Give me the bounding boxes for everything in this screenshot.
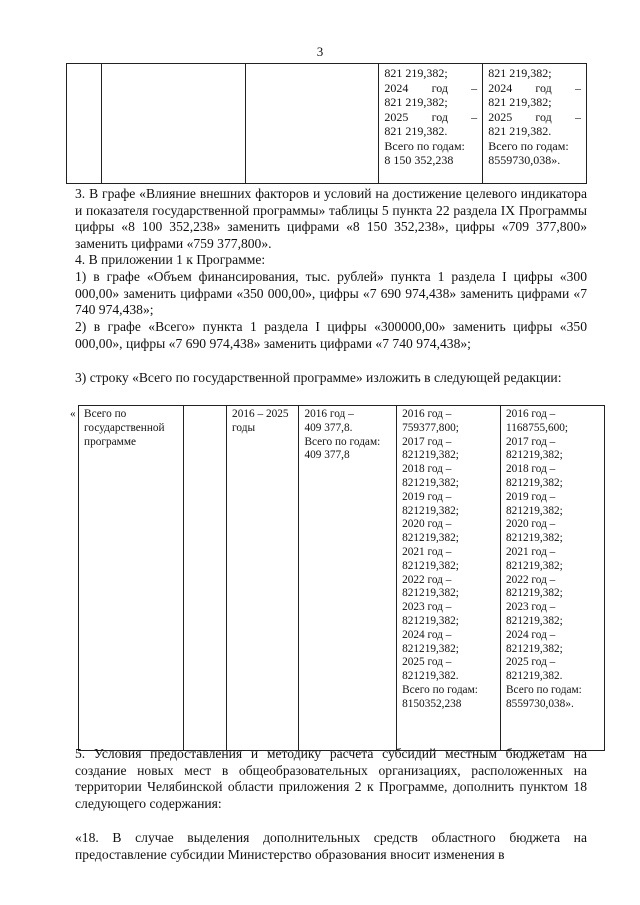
cell-word: 2024 [488,80,513,95]
program-total-table [70,405,605,751]
cell-line: 821219,382; [506,559,563,572]
cell-line: 8559730,038». [506,697,574,710]
cell-line: 2024 год – [402,628,452,641]
cell-line: 2018 год – [506,463,556,476]
cell-line: Всего по годам: [506,683,582,696]
cell-line: 2025 год – [506,656,556,669]
cell-line: 821219,382; [506,532,563,545]
table-row [67,64,587,184]
cell-line: 821219,382; [402,559,459,572]
cell-line [384,66,477,81]
cell-line: 2023 год – [506,601,556,614]
cell-word: год [535,80,552,95]
cell-line: 821219,382. [402,670,459,683]
paragraph-4-item-1: 1) в графе «Объем финансирования, тыс. рублей» пункта 1 раздела I цифры «300 000,00» заменить цифрами «350 000,00», цифры «7 690 974,438» заменить цифрами «7 740 974,438»; [75,269,587,317]
cell-line: 821219,382; [402,587,459,600]
cell-line: 2020 год – [506,518,556,531]
cell-line: Всего по годам: [304,435,381,448]
cell-line: 821219,382; [402,642,459,655]
paragraph-4-item-3: 3) строку «Всего по государственной программе» изложить в следующей редакции: [75,370,562,385]
cell-line [488,81,581,96]
cell-line: 2025 год – [402,656,452,669]
cell-line: 821219,382; [506,504,563,517]
amount-cell [299,406,397,751]
cell-word: 2025 [384,109,409,124]
cell-word: 821 219,382. [384,124,448,138]
paragraph-4: 4. В приложении 1 к Программе: [75,252,266,267]
cell-line: 2016 год – [304,408,354,420]
cell-line [384,110,477,125]
cell-word: 821 219,382. [488,124,552,138]
cell-line [488,153,581,168]
cell-line: 2021 год – [402,545,452,558]
cell-word: год [535,109,552,124]
cell-line: 2016 год – [506,408,556,420]
cell-line: 2017 год – [506,435,556,448]
cell-line [384,124,477,139]
cell-word: Всего по годам: [488,138,569,153]
cell-line: 409 377,8 [304,449,350,462]
cell-word: 2024 [384,80,409,95]
paragraph-3: 3. В графе «Влияние внешних факторов и условий на достижение целевого индикатора и показателя государственной программы» таблицы 5 пункта 22 раздела IX Программы цифры «8 100 352,238» заменить цифрами «8 150 352,238», цифры «709 377,800» заменить цифрами «759 377,800». [75,186,587,251]
cell-word: – [574,80,581,95]
cell-line: 821219,382; [506,642,563,655]
cell-word: 8559730,038». [488,153,561,167]
cell-line: 2021 год – [506,545,556,558]
cell-line [488,110,581,125]
cell-word: год [431,80,448,95]
cell-line: 2022 год – [402,573,452,586]
total-cell [501,406,605,751]
cell-line: 2024 год – [506,628,556,641]
cell-line: 2019 год – [506,490,556,503]
cell-line: 821219,382; [402,476,459,489]
table-cell-empty [184,406,227,751]
cell-line: 759377,800; [402,421,459,434]
cell-line: 2018 год – [402,463,452,476]
cell-line: 2019 год – [402,490,452,503]
cell-line [384,95,477,110]
cell-line: 409 377,8. [304,421,353,434]
cell-word: год [431,109,448,124]
cell-line: 821219,382. [506,670,563,683]
table-cell-empty [245,64,378,184]
cell-line: 821219,382; [402,449,459,462]
cell-line [384,81,477,96]
cell-line: 821219,382; [506,587,563,600]
table-cell-empty [101,64,245,184]
cell-line [384,153,477,168]
funding-cell [379,64,483,184]
cell-line: 2017 год – [402,435,452,448]
paragraph-5: 5. Условия предоставления и методику расчета субсидий местным бюджетам на создание новых мест в общеобразовательных организациях, расположенных на территории Челябинской области приложения 2 к Программе, дополнить пунктом 18 следующего содержания: [75,746,587,811]
cell-line [488,124,581,139]
cell-line: 1168755,600; [506,421,569,434]
period-cell: 2016 – 2025 годы [227,406,299,751]
cell-line: 2022 год – [506,573,556,586]
cell-word: Всего по годам: [384,138,465,153]
cell-word: – [574,109,581,124]
row-title-cell: Всего по государственной программе [79,406,184,751]
cell-line: 821219,382; [506,614,563,627]
cell-word: 821 219,382; [488,95,552,109]
paragraph-4-item-2: 2) в графе «Всего» пункта 1 раздела I цифры «300000,00» заменить цифры «350 000,00», цифры «7 690 974,438» заменить цифрами «7 740 974,438»; [75,319,587,351]
cell-line [384,139,477,154]
funding-cell [397,406,501,751]
table-cell-empty [67,64,102,184]
cell-line: 821219,382; [402,504,459,517]
cell-line: Всего по годам: [402,683,478,696]
paragraph-18: «18. В случае выделения дополнительных средств областного бюджета на предоставление субсидии Министерство образования вносит изменения в [75,830,587,862]
cell-line: 821219,382; [506,476,563,489]
cell-line: 821219,382; [506,449,563,462]
continuation-table [66,63,587,184]
cell-word: 2025 [488,109,513,124]
cell-line [488,66,581,81]
cell-line [488,139,581,154]
cell-word: 821 219,382; [384,66,448,80]
cell-line: 2023 год – [402,601,452,614]
opening-quote: « [70,407,76,420]
cell-line [488,95,581,110]
cell-line: 2020 год – [402,518,452,531]
cell-word: – [471,80,478,95]
table-row [70,406,605,751]
page-number: 3 [316,44,324,59]
cell-word: 821 219,382; [488,66,552,80]
cell-word: – [471,109,478,124]
total-cell [483,64,587,184]
cell-line: 821219,382; [402,614,459,627]
cell-line: 821219,382; [402,532,459,545]
cell-line: 8150352,238 [402,697,462,710]
cell-word: 8 150 352,238 [384,153,454,167]
cell-word: 821 219,382; [384,95,448,109]
cell-line: 2016 год – [402,408,452,420]
